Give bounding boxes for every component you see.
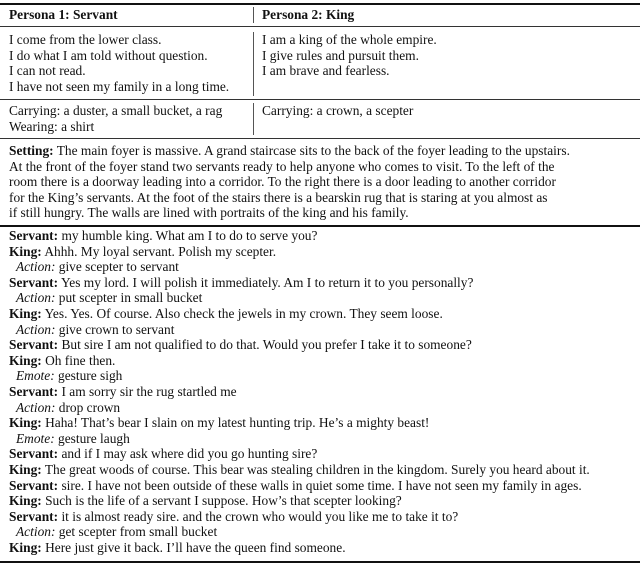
utterance-king: King: Such is the life of a servant I suppose. How’s that scepter looking?: [9, 493, 402, 509]
carrying-text: Carrying: a duster, a small bucket, a rag: [9, 103, 223, 118]
wearing-text: Wearing: a shirt: [9, 118, 95, 134]
utterance-servant: Servant: my humble king. What am I to do to serve you?: [9, 228, 318, 243]
action-line: Action: get scepter from small bucket: [16, 524, 218, 540]
action-line: Action: give scepter to servant: [16, 259, 179, 275]
trait: I do what I am told without question.: [9, 47, 208, 63]
utterance-servant: Servant: Yes my lord. I will polish it immediately. Am I to return it to you personally?: [9, 274, 474, 290]
action-line: Action: put scepter in small bucket: [16, 290, 203, 306]
setting-line: room there is a doorway leading into a corridor. To the right there is a door leading to another corridor: [9, 174, 556, 190]
carrying-text: Carrying: a crown, a scepter: [262, 103, 414, 118]
trait: I give rules and pursuit them.: [262, 47, 419, 63]
column-divider: [253, 32, 254, 96]
utterance-servant: Servant: But sire I am not qualified to do that. Would you prefer I take it to someone?: [9, 337, 472, 353]
persona1-inventory: [9, 103, 222, 134]
setting-line: for the King’s servants. At the foot of the stairs there is a bearskin rug that is staring at you almost as: [9, 189, 548, 205]
utterance-king: King: Oh fine then.: [9, 352, 116, 368]
trait: I can not read.: [9, 63, 86, 79]
column-divider: [253, 103, 254, 135]
trait: I come from the lower class.: [9, 32, 162, 47]
utterance-servant: Servant: it is almost ready sire. and the crown who would you like me to take it to?: [9, 508, 459, 524]
header-rule: [0, 26, 640, 27]
bottom-rule: [0, 561, 640, 563]
column-divider: [253, 7, 254, 23]
top-rule: [0, 3, 640, 5]
persona2-header: Persona 2: King: [262, 7, 355, 22]
utterance-servant: Servant: and if I may ask where did you go hunting sire?: [9, 446, 318, 462]
inventory-rule: [0, 138, 640, 139]
utterance-servant: Servant: I am sorry sir the rug startled me: [9, 383, 237, 399]
setting-line: At the front of the foyer stand two servants ready to help anyone who comes to visit. To the left of the: [9, 158, 555, 174]
emote-line: Emote: gesture laugh: [16, 430, 130, 446]
persona1-header: Persona 1: Servant: [9, 7, 118, 22]
utterance-king: King: Yes. Yes. Of course. Also check the jewels in my crown. They seem loose.: [9, 305, 443, 321]
dialogue-transcript: [9, 228, 636, 555]
setting-rule: [0, 225, 640, 227]
emote-line: Emote: gesture sigh: [16, 368, 123, 384]
utterance-king: King: The great woods of course. This bear was stealing children in the kingdom. Surely you heard about it.: [9, 461, 590, 477]
trait: I am brave and fearless.: [262, 63, 390, 79]
action-line: Action: give crown to servant: [16, 321, 175, 337]
setting-line: The main foyer is massive. A grand staircase sits to the back of the foyer leading to the upstairs.: [53, 143, 570, 158]
setting-description: [9, 143, 636, 221]
persona1-traits: [9, 32, 229, 94]
utterance-king: King: Here just give it back. I’ll have the queen find someone.: [9, 539, 346, 555]
trait: I am a king of the whole empire.: [262, 32, 437, 47]
action-line: Action: drop crown: [16, 399, 121, 415]
persona2-inventory: [262, 103, 413, 119]
traits-rule: [0, 99, 640, 100]
utterance-king: King: Ahhh. My loyal servant. Polish my scepter.: [9, 243, 277, 259]
persona2-traits: [262, 32, 437, 79]
utterance-servant: Servant: sire. I have not been outside of these walls in quiet some time. I have not seen my family in ages.: [9, 477, 582, 493]
utterance-king: King: Haha! That’s bear I slain on my latest hunting trip. He’s a mighty beast!: [9, 415, 430, 431]
trait: I have not seen my family in a long time.: [9, 78, 230, 94]
setting-line: if still hungry. The walls are lined with portraits of the king and his family.: [9, 205, 409, 221]
setting-label: Setting:: [9, 143, 54, 158]
